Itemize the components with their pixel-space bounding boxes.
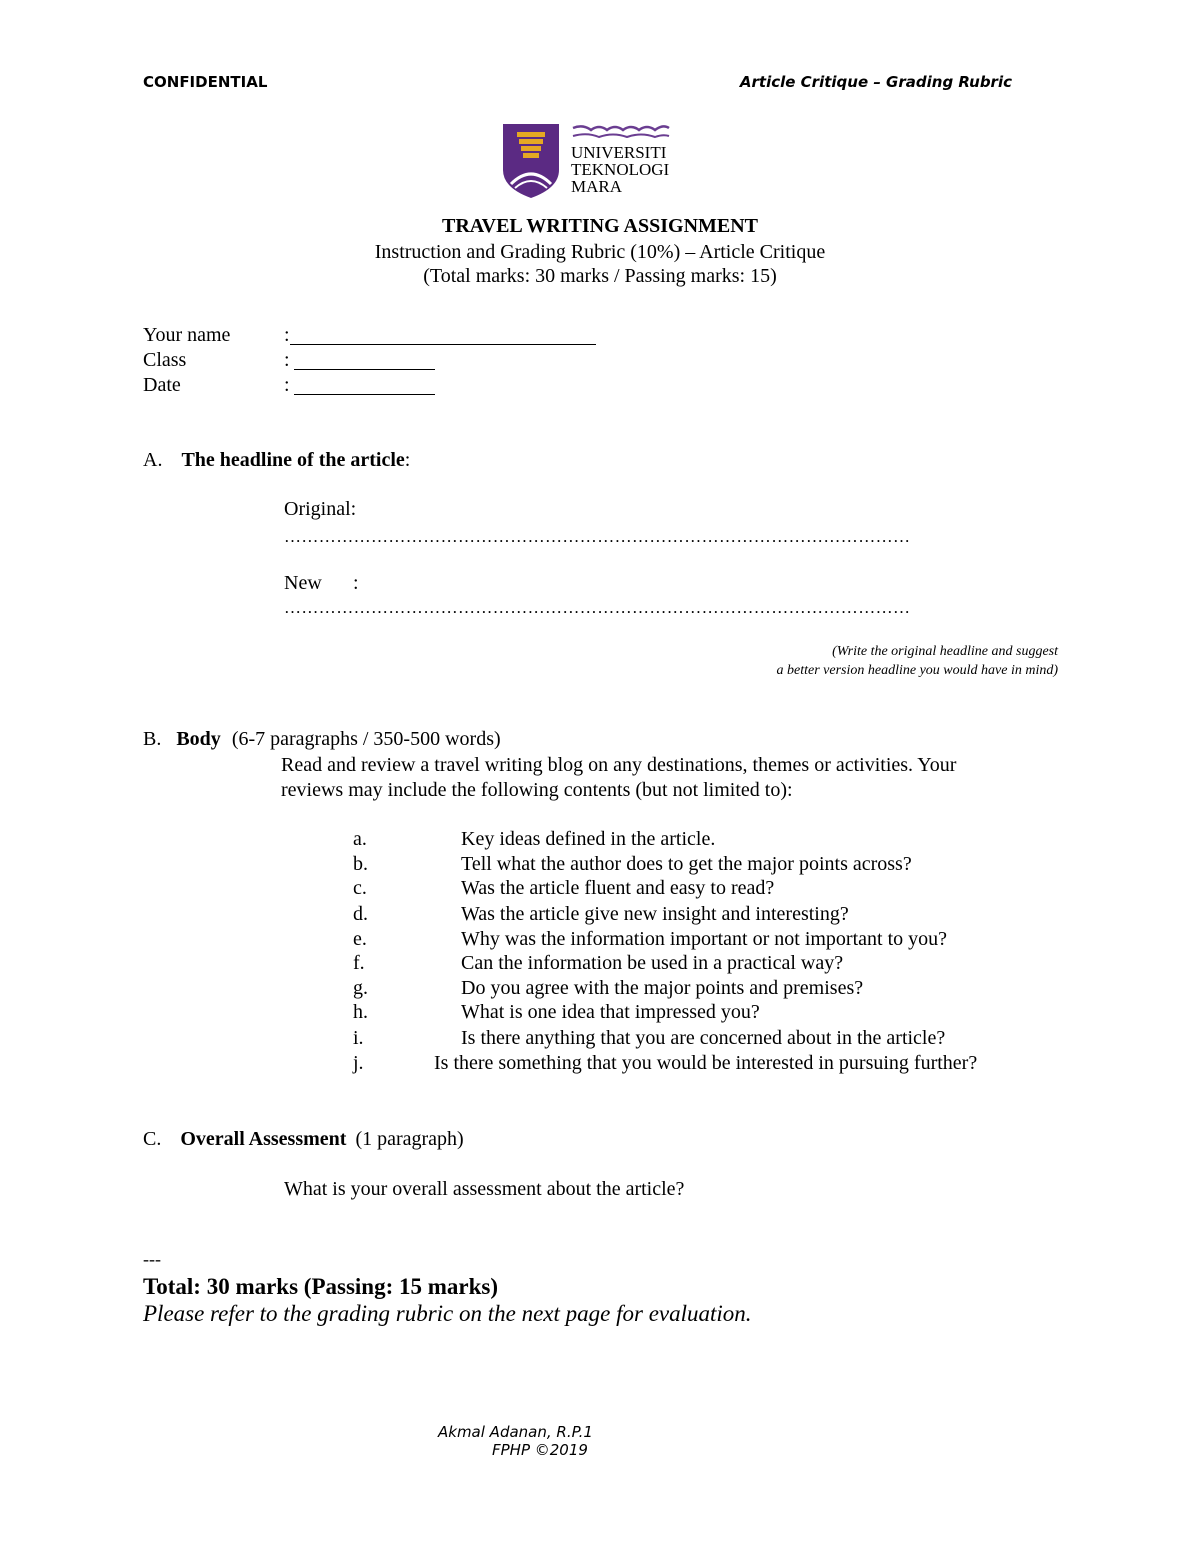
footer-author: Akmal Adanan, R.P.1: [438, 1423, 593, 1441]
name-input-line[interactable]: [290, 326, 596, 345]
list-item-letter: i.: [353, 1027, 364, 1049]
list-item-text: Do you agree with the major points and premises?: [461, 977, 864, 999]
section-c-heading: [143, 1128, 464, 1151]
list-item-letter: f.: [353, 952, 365, 974]
section-b-words: (6-7 paragraphs / 350-500 words): [231, 728, 501, 750]
header-doc-title: Article Critique – Grading Rubric: [739, 73, 1012, 91]
section-a-title: The headline of the article: [181, 449, 405, 471]
list-item-text: Can the information be used in a practical way?: [461, 952, 844, 974]
logo-text-line2: TEKNOLOGI: [571, 160, 670, 179]
list-item-text: Why was the information important or not important to you?: [461, 928, 948, 950]
field-label-class: Class: [143, 349, 187, 371]
field-colon-date: :: [284, 374, 290, 396]
list-item-text: Tell what the author does to get the major points across?: [461, 853, 912, 875]
original-headline-line[interactable]: ………………………………………………………………………………………………: [284, 527, 911, 546]
section-c-letter: C.: [143, 1128, 162, 1150]
logo-text-line1: UNIVERSITI: [571, 143, 667, 162]
field-colon-name: :: [284, 324, 290, 346]
section-a-colon: :: [404, 449, 411, 471]
list-item-text: Key ideas defined in the article.: [461, 828, 716, 850]
list-item-text: Was the article give new insight and interesting?: [461, 903, 849, 925]
field-colon-class: :: [284, 349, 290, 371]
refer-note: Please refer to the grading rubric on the next page for evaluation.: [143, 1301, 752, 1326]
section-a-letter: A.: [143, 449, 163, 471]
section-c-question: What is your overall assessment about the article?: [284, 1178, 685, 1200]
section-b-intro-line2: reviews may include the following contents (but not limited to):: [281, 779, 793, 801]
list-item-text: Is there anything that you are concerned about in the article?: [461, 1027, 946, 1049]
uitm-logo: [503, 124, 673, 198]
logo-text-line3: MARA: [571, 177, 623, 196]
section-b-heading: [143, 728, 501, 751]
total-marks: Total: 30 marks (Passing: 15 marks): [143, 1274, 499, 1299]
field-label-date: Date: [143, 374, 181, 396]
field-label-name: Your name: [143, 324, 231, 346]
headline-note-line2: a better version headline you would have in mind): [776, 663, 1058, 678]
section-c-title: Overall Assessment: [180, 1128, 347, 1150]
footer-copyright: FPHP ©2019: [492, 1441, 588, 1459]
date-input-line[interactable]: [294, 376, 435, 395]
headline-note-line1: (Write the original headline and suggest: [832, 644, 1058, 659]
section-c-paragraphs: (1 paragraph): [355, 1128, 464, 1150]
list-item-letter: j.: [353, 1052, 364, 1074]
new-headline-line[interactable]: ………………………………………………………………………………………………: [284, 598, 911, 617]
list-item-text: Is there something that you would be interested in pursuing further?: [434, 1052, 978, 1074]
list-item-letter: b.: [353, 853, 368, 875]
section-b-letter: B.: [143, 728, 162, 750]
separator: ---: [143, 1249, 161, 1269]
list-item-text: What is one idea that impressed you?: [461, 1001, 760, 1023]
new-label: New: [284, 572, 322, 594]
list-item-letter: a.: [353, 828, 367, 850]
list-item-text: Was the article fluent and easy to read?: [461, 877, 775, 899]
class-input-line[interactable]: [294, 351, 435, 370]
new-colon: :: [353, 572, 359, 594]
original-label: Original:: [284, 498, 357, 520]
section-a-heading: [143, 449, 410, 472]
list-item-letter: h.: [353, 1001, 368, 1023]
section-b-title: Body: [176, 728, 221, 750]
header-confidential: CONFIDENTIAL: [143, 73, 268, 91]
headline-note: [777, 642, 1059, 680]
list-item-letter: c.: [353, 877, 367, 899]
assignment-marks: (Total marks: 30 marks / Passing marks: 15): [423, 265, 777, 287]
assignment-subtitle: Instruction and Grading Rubric (10%) – Article Critique: [374, 241, 826, 263]
list-item-letter: g.: [353, 977, 368, 999]
section-b-intro-line1: Read and review a travel writing blog on any destinations, themes or activities. Your: [281, 754, 957, 776]
assignment-title: TRAVEL WRITING ASSIGNMENT: [441, 215, 759, 237]
list-item-letter: d.: [353, 903, 368, 925]
list-item-letter: e.: [353, 928, 367, 950]
